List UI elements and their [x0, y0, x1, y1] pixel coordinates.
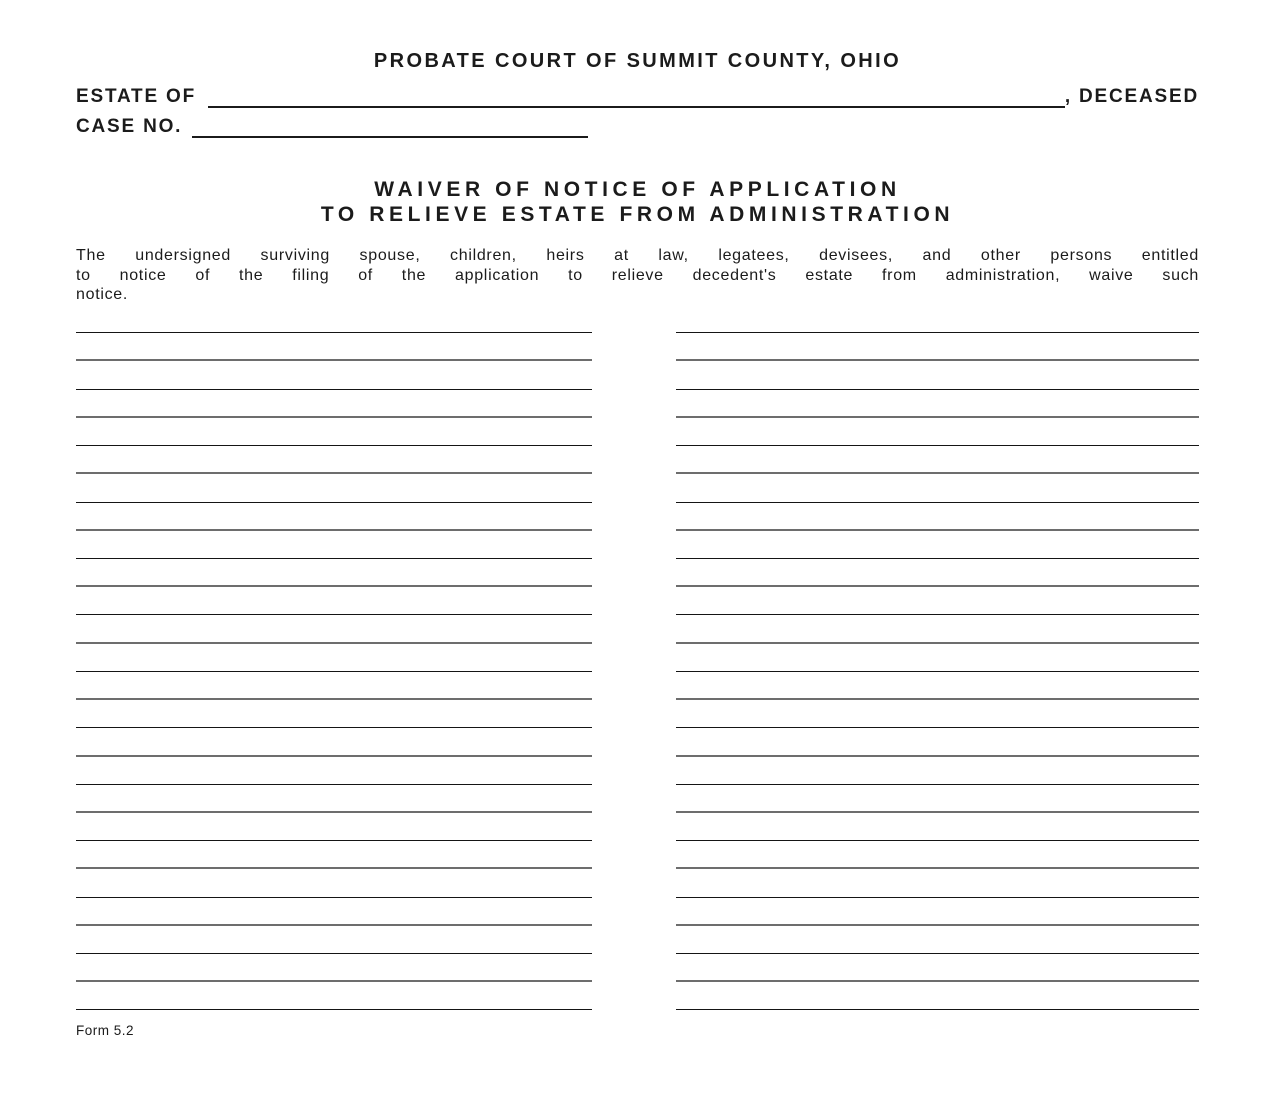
- signature-line: [76, 757, 592, 785]
- signature-line: [76, 615, 592, 643]
- signature-line: [676, 672, 1199, 700]
- signature-line: [676, 757, 1199, 785]
- signature-line: [76, 672, 592, 700]
- case-number-row: [76, 116, 1199, 138]
- waiver-paragraph-line2: to notice of the filing of the application to relieve decedent's estate from administration, waive such: [76, 266, 1199, 284]
- signature-line: [76, 644, 592, 672]
- case-number-label: CASE NO.: [76, 116, 183, 137]
- signature-line: [676, 728, 1199, 756]
- signature-line: [676, 361, 1199, 389]
- signature-line: [76, 503, 592, 531]
- court-header: PROBATE COURT OF SUMMIT COUNTY, OHIO: [373, 50, 902, 72]
- signature-line: [676, 926, 1199, 954]
- signature-line: [676, 559, 1199, 587]
- signature-line: [676, 474, 1199, 502]
- signature-line: [76, 559, 592, 587]
- signature-line: [76, 841, 592, 869]
- signature-line: [676, 587, 1199, 615]
- waiver-paragraph-line1: The undersigned surviving spouse, children, heirs at law, legatees, devisees, and other persons entitled: [76, 247, 1199, 264]
- form-number: Form 5.2: [76, 1023, 135, 1038]
- signature-line: [676, 390, 1199, 418]
- signature-line: [676, 700, 1199, 728]
- signature-line: [676, 503, 1199, 531]
- signature-column-right: [676, 305, 1199, 1010]
- signature-line: [676, 446, 1199, 474]
- estate-of-row: [76, 86, 1199, 108]
- signature-line: [76, 926, 592, 954]
- document-title: [0, 177, 1275, 227]
- signature-column-left: [76, 305, 592, 1010]
- signature-line: [76, 869, 592, 897]
- signature-line: [676, 615, 1199, 643]
- signature-line: [76, 390, 592, 418]
- signature-line: [676, 813, 1199, 841]
- signature-line: [76, 361, 592, 389]
- signature-line: [76, 587, 592, 615]
- signature-line: [676, 305, 1199, 333]
- signature-line: [76, 954, 592, 982]
- signature-line: [76, 333, 592, 361]
- signature-line: [76, 418, 592, 446]
- deceased-label: , DECEASED: [1064, 86, 1199, 107]
- signature-line: [76, 785, 592, 813]
- signature-line: [676, 869, 1199, 897]
- signature-line: [676, 982, 1199, 1010]
- document-title-line2: TO RELIEVE ESTATE FROM ADMINISTRATION: [320, 203, 955, 226]
- signature-line: [76, 728, 592, 756]
- signature-line: [76, 982, 592, 1010]
- signature-line: [76, 898, 592, 926]
- signature-line: [676, 898, 1199, 926]
- signature-line: [676, 333, 1199, 361]
- signature-line: [676, 785, 1199, 813]
- signature-line: [676, 644, 1199, 672]
- estate-of-label: ESTATE OF: [76, 86, 196, 107]
- estate-name-blank-line: [208, 86, 1065, 108]
- signature-line: [76, 813, 592, 841]
- signature-line: [76, 305, 592, 333]
- waiver-paragraph: [76, 246, 1199, 305]
- signature-line: [676, 418, 1199, 446]
- case-number-blank-line: [192, 116, 588, 138]
- signature-line-columns: [76, 305, 1199, 1010]
- signature-line: [676, 841, 1199, 869]
- signature-line: [76, 474, 592, 502]
- signature-line: [76, 446, 592, 474]
- signature-line: [676, 954, 1199, 982]
- signature-line: [76, 531, 592, 559]
- signature-line: [76, 700, 592, 728]
- document-title-line1: WAIVER OF NOTICE OF APPLICATION: [374, 178, 901, 201]
- signature-line: [676, 531, 1199, 559]
- waiver-paragraph-line3: notice.: [76, 286, 129, 304]
